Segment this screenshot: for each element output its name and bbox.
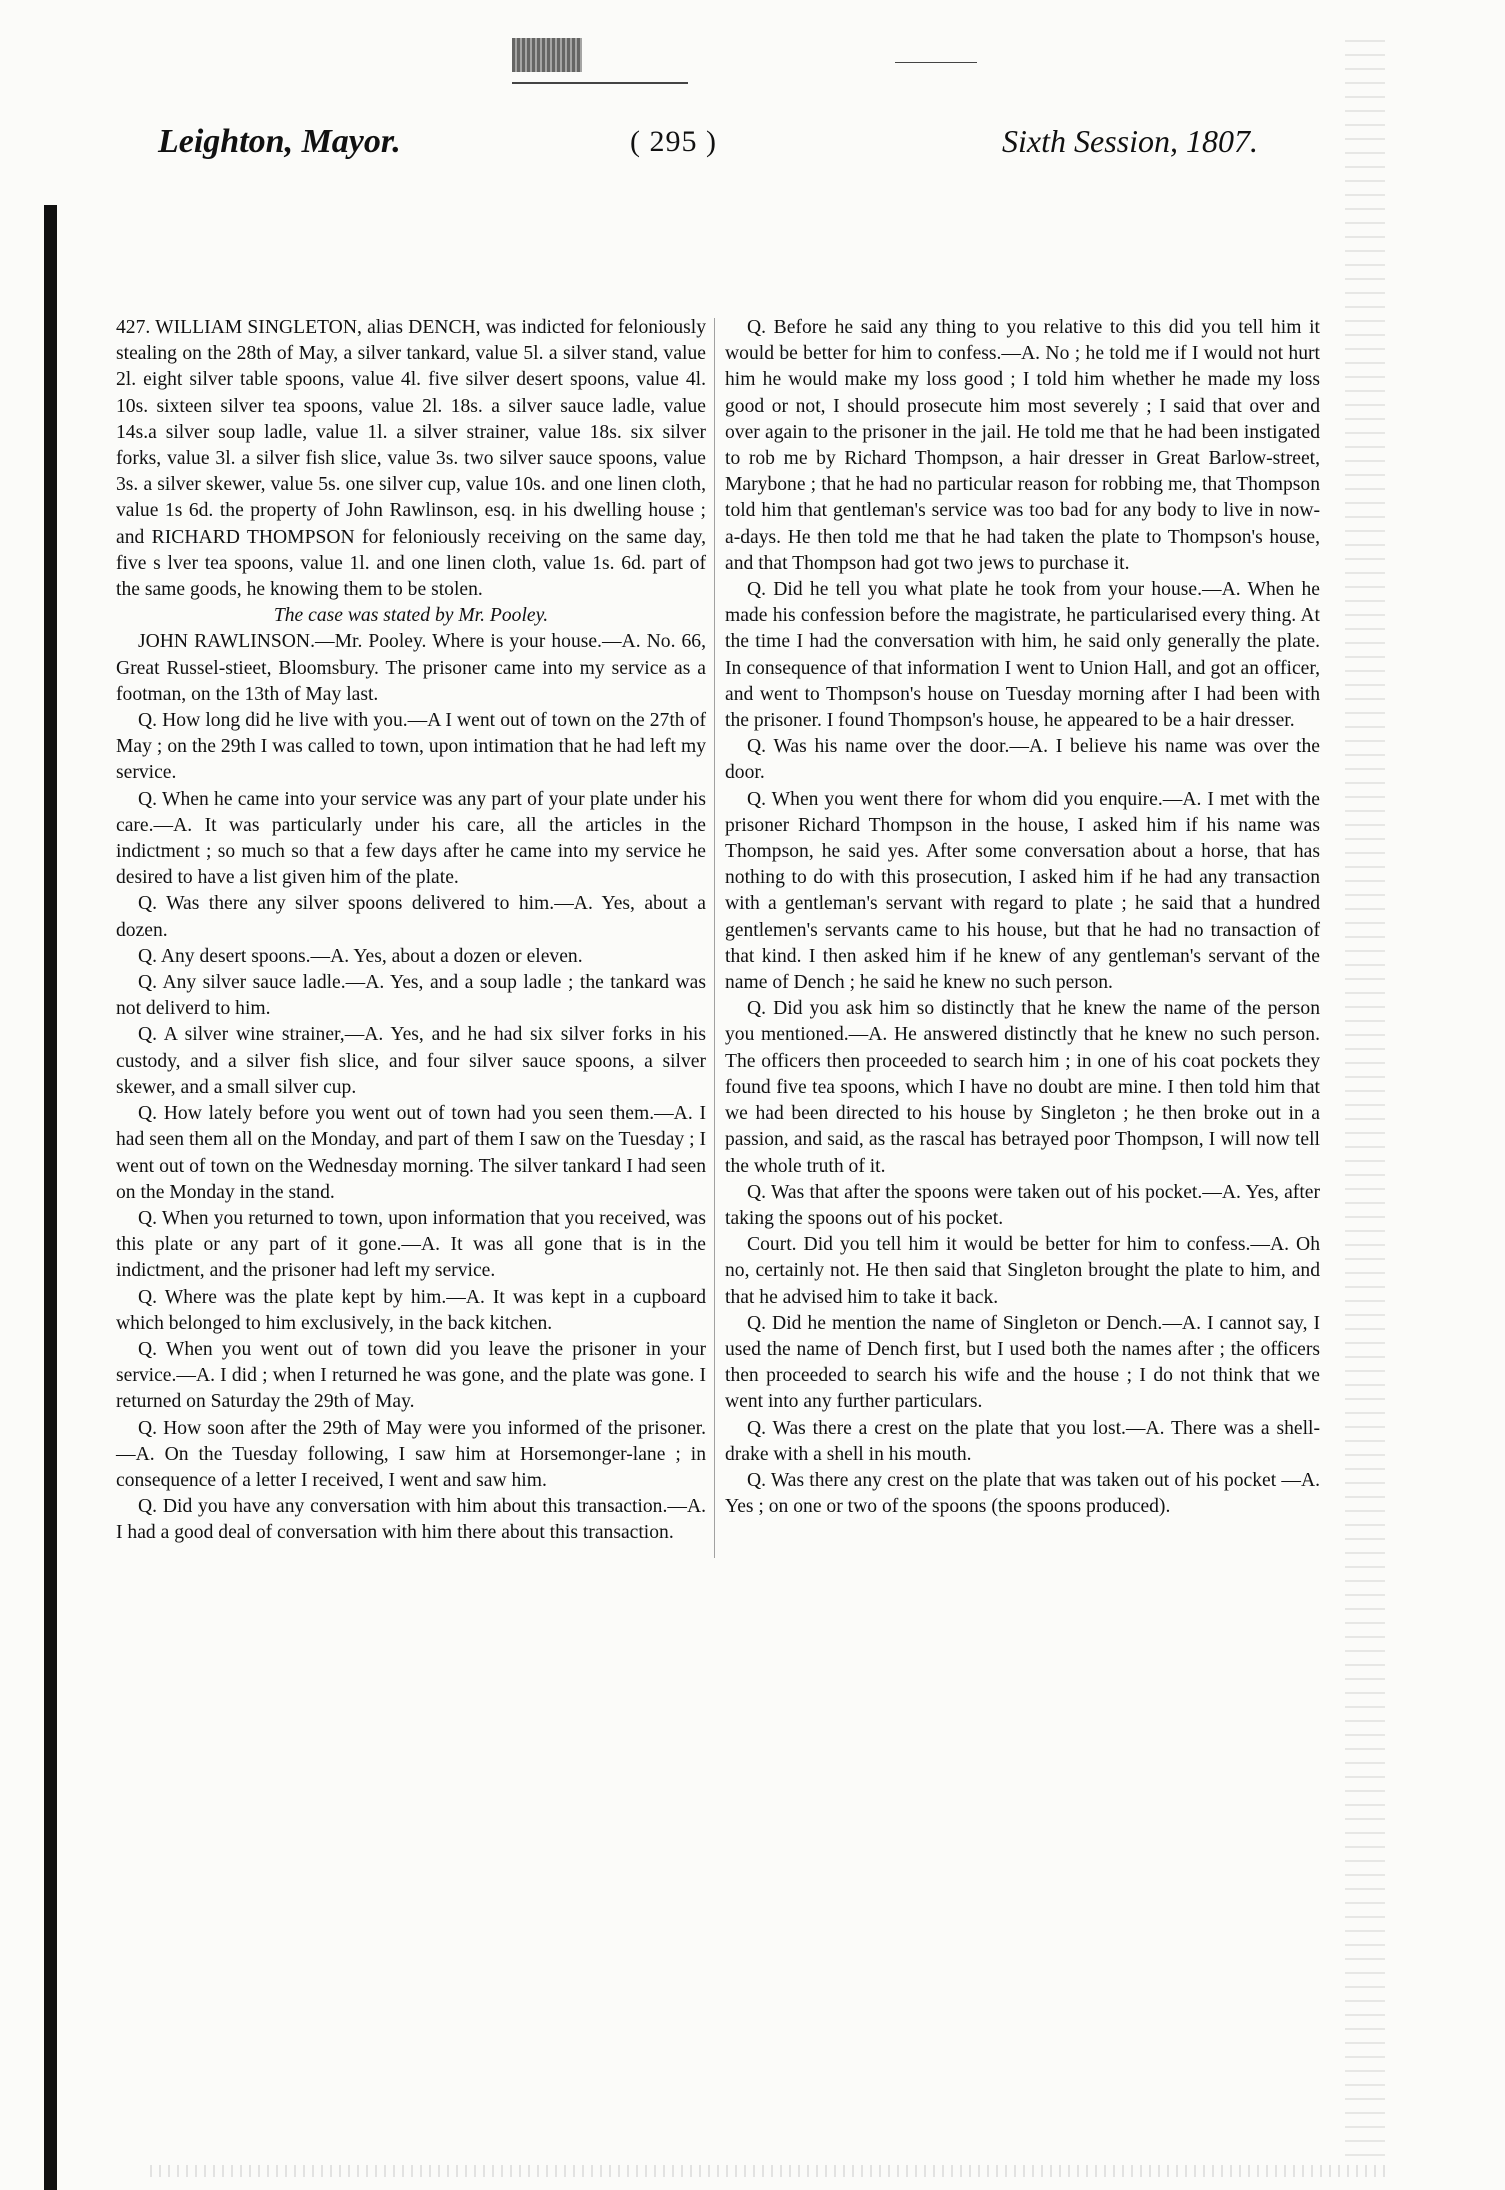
paragraph: The case was stated by Mr. Pooley. [273,605,549,627]
paragraph: Q. When he came into your service was any part of your plate under his care.—A. It was particularly under his care, all the articles in the indictment ; so much so that a few days after he came into my service he desired to have a list given him of the plate. [116,788,706,889]
paragraph: Court. Did you tell him it would be better for him to confess.—A. Oh no, certainly not. He then said that Singleton brought the plate to him, and that he advised him to take it back. [725,1234,1320,1308]
paragraph: Q. Any desert spoons.—A. Yes, about a dozen or eleven. [138,945,583,967]
paragraph: Q. Did you ask him so distinctly that he knew the name of the person you mentioned.—A. He answered distinctly that he knew no such person. The officers then proceeded to search him ; in one of his coat pockets they found five tea spoons, which I have no doubt are mine. I then told him that we had been directed to his house by Singleton ; he then broke out in a passion, and said, as the rascal has betrayed poor Thompson, I will now tell the whole truth of it. [725,998,1320,1177]
running-header [0,115,1505,185]
paragraph: Q. Any silver sauce ladle.—A. Yes, and a soup ladle ; the tankard was not deliverd to him. [116,972,706,1020]
paragraph: Q. Before he said any thing to you relative to this did you tell him it would be better for him to confess.—A. No ; he told me if I would not hurt him he would make my loss good ; I told him whether he made my loss good or not, I should prosecute him most severely ; I said that over and over again to the prisoner in the jail. He told me that he had been instigated to rob me by Richard Thompson, a hair dresser in Great Barlow-street, Marybone ; that he had no particular reason for robbing me, that Thompson told him that gentleman's service was too bad for any body to live in now-a-days. He then told me that he had taken the plate to Thompson's house, and that Thompson had got two jews to purchase it. [725,317,1320,574]
paragraph: Q. Was his name over the door.—A. I believe his name was over the door. [725,736,1320,784]
paragraph: JOHN RAWLINSON.—Mr. Pooley. Where is your house.—A. No. 66, Great Russel-stieet, Bloomsbury. The prisoner came into my service as a footman, on the 13th of May last. [116,631,706,705]
left-column [116,315,706,1547]
right-column [725,315,1320,1520]
paragraph: Q. Did he tell you what plate he took from your house.—A. When he made his confession before the magistrate, he particularised every thing. At the time I had the conversation with him, he said only generally the plate. In consequence of that information I went to Union Hall, and got an officer, and went to Thompson's house on Tuesday morning after I had been with the prisoner. I found Thompson's house, he appeared to be a hair dresser. [725,579,1320,732]
header-left: Leighton, Mayor. [158,123,401,160]
paragraph: Q. Was there any crest on the plate that was taken out of his pocket —A. Yes ; on one or two of the spoons (the spoons produced). [725,1469,1320,1518]
paragraph: Q. When you returned to town, upon information that you received, was this plate or any part of it gone.—A. It was all gone that is in the indictment, and the prisoner had left my service. [116,1207,706,1282]
column-divider [714,318,715,1558]
page-number: ( 295 ) [630,125,717,158]
paragraph: Q. When you went out of town did you leave the prisoner in your service.—A. I did ; when I returned he was gone, and the plate was gone. I returned on Saturday the 29th of May. [116,1338,706,1413]
header-right: Sixth Session, 1807. [1002,123,1258,159]
paragraph: 427. WILLIAM SINGLETON, alias DENCH, was indicted for feloniously stealing on the 28th of May, a silver tankard, value 5l. a silver stand, value 2l. eight silver table spoons, value 4l. five silver desert spoons, value 4l. 10s. sixteen silver tea spoons, value 2l. 18s. a silver sauce ladle, value 14s.a silver soup ladle, value 1l. a silver strainer, value 18s. six silver forks, value 3l. a silver fish slice, value 3s. two silver sauce spoons, value 3s. a silver skewer, value 5s. one silver cup, value 10s. and one linen cloth, value 1s 6d. the property of John Rawlinson, esq. in his dwelling house ; and RICHARD THOMPSON for feloniously receiving on the same day, five s lver tea spoons, value 1l. and one linen cloth, value 1s. 6d. part of the same goods, he knowing them to be stolen. [116,317,706,601]
paragraph: Q. Was there any silver spoons delivered to him.—A. Yes, about a dozen. [116,893,706,941]
rule-line [512,82,688,84]
scan-mark [512,38,582,72]
paragraph: Q. How soon after the 29th of May were you informed of the prisoner.—A. On the Tuesday following, I saw him at Horsemonger-lane ; in consequence of a letter I received, I went and saw him. [116,1417,706,1491]
rule-line [895,62,977,63]
scan-edge-noise [1345,40,1385,2160]
paragraph: Q. How long did he live with you.—A I went out of town on the 27th of May ; on the 29th I was called to town, upon intimation that he had left my service. [116,710,706,784]
paragraph: Q. When you went there for whom did you enquire.—A. I met with the prisoner Richard Thompson in the house, I asked him if his name was Thompson, he said yes. After some conversation about a horse, that has nothing to do with this prosecution, I asked him if he had any transaction with a gentleman's servant with regard to plate ; he said that a hundred gentlemen's servants came to his house, but that he had no transaction of that kind. I then asked him if he knew of any gentleman's servant of the name of Dench ; he said he knew no such person. [725,788,1320,994]
paragraph: Q. How lately before you went out of town had you seen them.—A. I had seen them all on the Monday, and part of them I saw on the Tuesday ; I went out of town on the Wednesday morning. The silver tankard I had seen on the Monday in the stand. [116,1103,706,1203]
scan-dust-bottom [150,2165,1390,2177]
page-spine-shadow [44,205,57,2190]
paragraph: Q. Was there a crest on the plate that you lost.—A. There was a shell-drake with a shell in his mouth. [725,1417,1320,1465]
paragraph: Q. Did you have any conversation with him about this transaction.—A. I had a good deal of conversation with him there about this transaction. [116,1496,706,1544]
paragraph: Q. A silver wine strainer,—A. Yes, and he had six silver forks in his custody, and a silver fish slice, and four silver sauce spoons, a silver skewer, and a small silver cup. [116,1024,706,1098]
paragraph: Q. Was that after the spoons were taken out of his pocket.—A. Yes, after taking the spoons out of his pocket. [725,1181,1320,1229]
paragraph: Q. Where was the plate kept by him.—A. It was kept in a cupboard which belonged to him exclusively, in the back kitchen. [116,1286,706,1334]
paragraph: Q. Did he mention the name of Singleton or Dench.—A. I cannot say, I used the name of Dench first, but I used both the names after ; the officers then proceeded to search his wife and the house ; I do not think that we went into any further particulars. [725,1312,1320,1413]
